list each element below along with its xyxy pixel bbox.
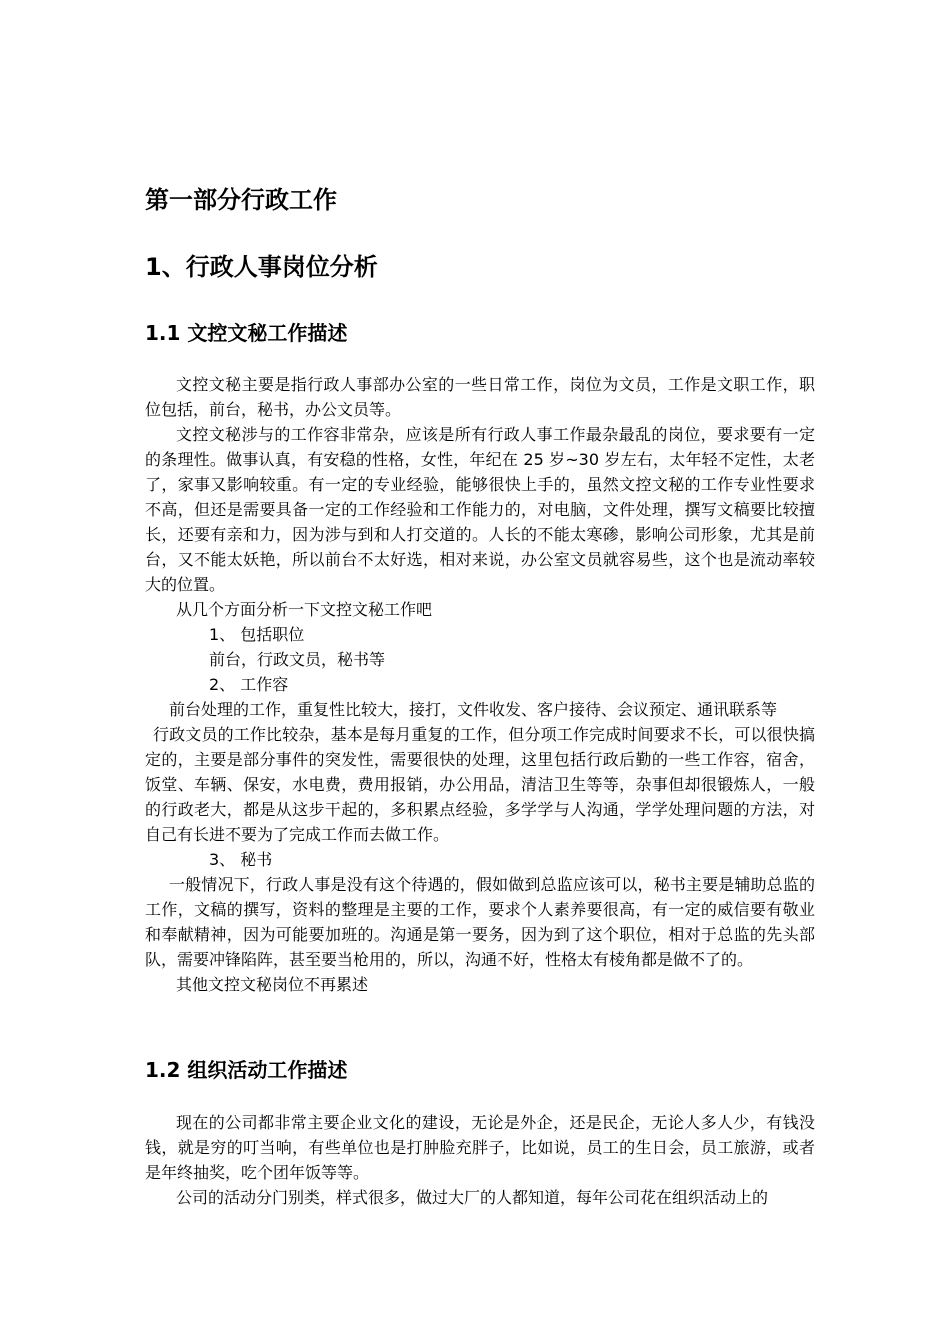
paragraph: 文控文秘主要是指行政人事部办公室的一些日常工作，岗位为文员，工作是文职工作，职位包括，前台，秘书，办公文员等。 [145, 375, 815, 419]
paragraph: 行政文员的工作比较杂，基本是每月重复的工作，但分项工作完成时间要求不长，可以很快搞定的，主要是部分事件的突发性，需要很快的处理，这里包括行政后勤的一些工作容，宿舍，饭堂、车辆、保安，水电费，费用报销，办公用品，清洁卫生等等，杂事但却很锻炼人，一般的行政老大，都是从这步干起的，多积累点经验，多学学与人沟通，学学处理问题的方法，对自己有长进不要为了完成工作而去做工作。 [145, 725, 815, 844]
paragraph: 文控文秘涉与的工作容非常杂，应该是所有行政人事工作最杂最乱的岗位，要求要有一定的条理性。做事认真，有安稳的性格，女性，年纪在 25 岁~30 岁左右，太年轻不定性，太老了，家事又影响较重。有一定的专业经验，能够很快上手的，虽然文控文秘的工作专业性要求不高，但还是需要具备一定的工作经验和工作能力的，对电脑，文件处理，撰写文稿要比较擅长，还要有亲和力，因为涉与到和人打交道的。人长的不能太寒碜，影响公司形象，尤其是前台，又不能太妖艳，所以前台不太好选，相对来说，办公室文员就容易些，这个也是流动率较大的位置。 [145, 425, 815, 594]
list-item: 2、 工作容 [209, 675, 289, 694]
section-heading-1-1: 1.1 文控文秘工作描述 [145, 321, 348, 345]
paragraph: 公司的活动分门别类，样式很多，做过大厂的人都知道，每年公司花在组织活动上的 [176, 1188, 769, 1207]
section-body-1-1 [145, 372, 815, 997]
chapter-title: 1、行政人事岗位分析 [145, 253, 378, 281]
paragraph: 前台处理的工作，重复性比较大，接打，文件收发、客户接待、会议预定、通讯联系等 [169, 700, 778, 719]
section-heading-1-2: 1.2 组织活动工作描述 [145, 1058, 348, 1082]
paragraph: 现在的公司都非常主要企业文化的建设，无论是外企，还是民企，无论人多人少，有钱没钱，就是穷的叮当响，有些单位也是打肿脸充胖子，比如说，员工的生日会，员工旅游，或者是年终抽奖，吃个团年饭等等。 [145, 1113, 815, 1182]
list-item: 3、 秘书 [209, 850, 273, 869]
paragraph: 一般情况下，行政人事是没有这个待遇的，假如做到总监应该可以，秘书主要是辅助总监的工作，文稿的撰写，资料的整理是主要的工作，要求个人素养要很高，有一定的威信要有敬业和奉献精神，因为可能要加班的。沟通是第一要务，因为到了这个职位，相对于总监的先头部队，需要冲锋陷阵，甚至要当枪用的，所以，沟通不好，性格太有棱角都是做不了的。 [145, 875, 815, 969]
paragraph: 从几个方面分析一下文控文秘工作吧 [176, 600, 433, 619]
part-title: 第一部分行政工作 [145, 186, 337, 214]
section-body-1-2 [145, 1110, 815, 1210]
paragraph: 前台，行政文员，秘书等 [209, 650, 386, 669]
paragraph: 其他文控文秘岗位不再累述 [176, 975, 369, 994]
list-item: 1、 包括职位 [209, 625, 305, 644]
